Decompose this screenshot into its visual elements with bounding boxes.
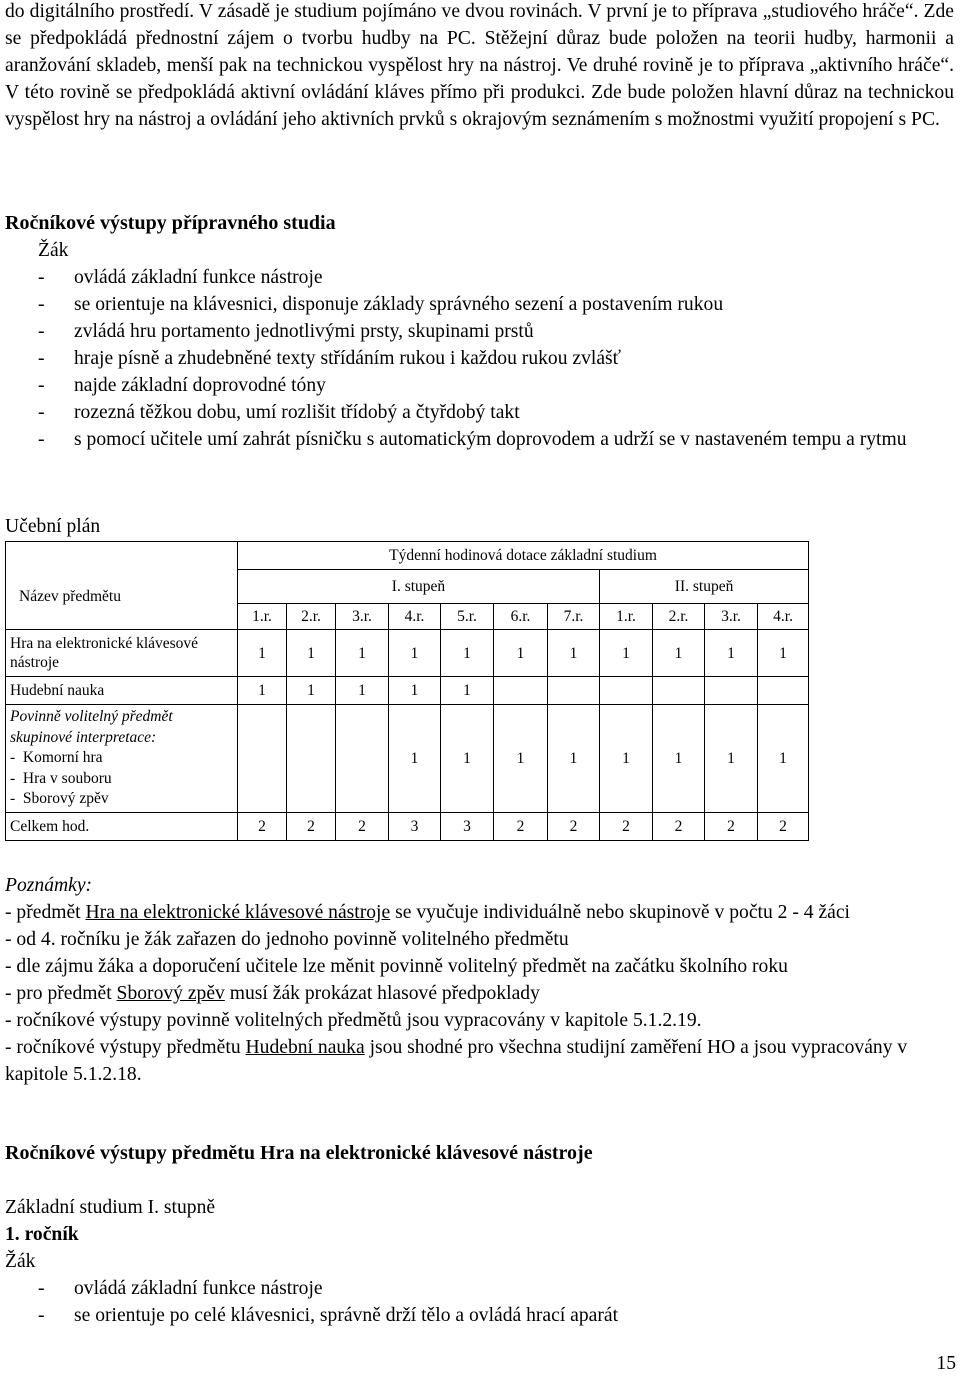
hours-cell [548,677,600,705]
subject-name: Hudební nauka [6,677,238,705]
year-header: 4.r. [389,604,441,630]
stage-2-header: II. stupeň [600,570,809,604]
hours-cell: 1 [705,705,758,813]
hours-cell: 1 [758,630,809,677]
hours-cell: 1 [441,630,494,677]
optional-item: - Hra v souboru [10,769,112,787]
note-item: - pro předmět Sborový zpěv musí žák prokázat hlasové předpoklady [5,983,540,1004]
hours-cell: 1 [238,630,287,677]
total-cell: 2 [287,812,336,840]
subject-link[interactable]: Hudební nauka [245,1037,365,1058]
hours-cell [600,677,653,705]
subject-pupil-label: Žák [5,1251,36,1272]
weekly-header: Týdenní hodinová dotace základní studium [238,542,809,570]
total-cell: 2 [705,812,758,840]
hours-cell: 1 [389,630,441,677]
hours-cell [287,705,336,813]
year-header: 6.r. [494,604,548,630]
prep-pupil-label: Žák [38,240,69,261]
hours-cell [336,705,389,813]
optional-subject-cell [6,705,238,813]
hours-cell: 1 [441,705,494,813]
total-cell: 3 [441,812,494,840]
total-cell: 2 [494,812,548,840]
subject-outcomes-section [5,1140,954,1329]
list-item: - hraje písně a zhudebněné texty střídáním rukou i každou rukou zvlášť [38,348,622,369]
optional-item: - Komorní hra [10,749,103,766]
subject-link[interactable]: Hra na elektronické klávesové nástroje [85,902,391,923]
hours-cell: 1 [758,705,809,813]
hours-cell: 1 [287,630,336,677]
year-header: 2.r. [653,604,705,630]
notes-section [5,872,954,1088]
hours-cell [494,677,548,705]
optional-item: - Sborový zpěv [10,790,109,807]
total-cell: 2 [758,812,809,840]
total-cell: 2 [336,812,389,840]
hours-cell: 1 [653,705,705,813]
prep-outcomes-section [5,210,954,453]
table-row [6,630,809,677]
hours-cell: 1 [653,630,705,677]
hours-cell: 1 [389,705,441,813]
year-header: 1.r. [600,604,653,630]
prep-outcomes-heading: Ročníkové výstupy přípravného studia [5,212,336,234]
subject-header-cell [6,542,238,630]
note-item: - dle zájmu žáka a doporučení učitele lze měnit povinně volitelný předmět na začátku školního roku [5,956,788,977]
year-header: 2.r. [287,604,336,630]
list-item: - s pomocí učitele umí zahrát písničku s automatickým doprovodem a udrží se v nastaveném tempu a rytmu [38,429,907,450]
table-row [6,812,809,840]
list-item: - zvládá hru portamento jednotlivými prsty, skupinami prstů [38,321,534,342]
year-header: 7.r. [548,604,600,630]
hours-cell: 1 [548,705,600,813]
hours-cell [653,677,705,705]
hours-cell: 1 [336,677,389,705]
prep-outcomes-list [5,264,954,453]
hours-cell: 1 [389,677,441,705]
year-header: 4.r. [758,604,809,630]
hours-cell: 1 [494,705,548,813]
list-item: - ovládá základní funkce nástroje [38,1278,323,1299]
page-number: 15 [936,1353,956,1374]
subject-outcomes-list [5,1275,954,1329]
year-header: 3.r. [705,604,758,630]
optional-subject-title: Povinně volitelný předmět skupinové interpretace: [10,708,173,746]
stage-1-header: I. stupeň [238,570,600,604]
total-label: Celkem hod. [6,812,238,840]
list-item: - rozezná těžkou dobu, umí rozlišit třídobý a čtyřdobý takt [38,402,520,423]
year-header: 1.r. [238,604,287,630]
hours-cell: 1 [494,630,548,677]
table-row [6,705,809,813]
hours-cell: 1 [600,705,653,813]
hours-cell: 1 [238,677,287,705]
plan-title: Učební plán [5,516,101,537]
hours-cell: 1 [287,677,336,705]
hours-cell: 1 [441,677,494,705]
year-header: 3.r. [336,604,389,630]
list-item: - se orientuje na klávesnici, disponuje základy správného sezení a postavením rukou [38,294,724,315]
subject-link[interactable]: Sborový zpěv [116,983,225,1004]
total-cell: 2 [238,812,287,840]
note-item: - ročníkové výstupy povinně volitelných předmětů jsou vypracovány v kapitole 5.1.2.19. [5,1010,702,1031]
list-item: - ovládá základní funkce nástroje [38,267,323,288]
hours-cell [238,705,287,813]
total-cell: 2 [600,812,653,840]
level-label: Základní studium I. stupně [5,1197,216,1218]
note-item: - předmět Hra na elektronické klávesové nástroje se vyučuje individuálně nebo skupinově v počtu 2 - 4 žáci [5,902,850,923]
hours-cell [758,677,809,705]
subject-outcomes-heading: Ročníkové výstupy předmětu Hra na elektronické klávesové nástroje [5,1142,593,1164]
subject-header: Název předmětu [19,588,121,605]
note-item: - od 4. ročníku je žák zařazen do jednoho povinně volitelného předmětu [5,929,569,950]
hours-cell: 1 [336,630,389,677]
year-header: 5.r. [441,604,494,630]
hours-cell [705,677,758,705]
hours-cell: 1 [705,630,758,677]
study-plan-table [5,541,809,841]
notes-title: Poznámky: [5,875,93,896]
subject-name: Hra na elektronické klávesové nástroje [6,630,238,677]
hours-cell: 1 [600,630,653,677]
year-label: 1. ročník [5,1224,79,1245]
intro-paragraph: do digitálního prostředí. V zásadě je studium pojímáno ve dvou rovinách. V první je to příprava „studiového hráče“. Zde se předpokládá přednostní zájem o tvorbu hudby na PC. Stěžejní důraz bude položen na teorii hudby, harmonii a aranžování skladeb, menší pak na technickou vyspělost hry na nástroj. Ve druhé rovině je to příprava „aktivního hráče“. V této rovině se předpokládá aktivní ovládání kláves přímo při produkci. Zde bude položen hlavní důraz na technickou vyspělost hry na nástroj a ovládání jeho aktivních prvků s okrajovým seznámením s možnostmi využití propojení s PC. [5,1,954,130]
total-cell: 2 [548,812,600,840]
table-row [6,677,809,705]
total-cell: 2 [653,812,705,840]
list-item: - najde základní doprovodné tóny [38,375,326,396]
note-item: - ročníkové výstupy předmětu Hudební nauka jsou shodné pro všechna studijní zaměření HO a jsou vypracovány v kapitole 5.1.2.18. [5,1037,908,1085]
list-item: - se orientuje po celé klávesnici, správně drží tělo a ovládá hrací aparát [38,1305,619,1326]
hours-cell: 1 [548,630,600,677]
total-cell: 3 [389,812,441,840]
